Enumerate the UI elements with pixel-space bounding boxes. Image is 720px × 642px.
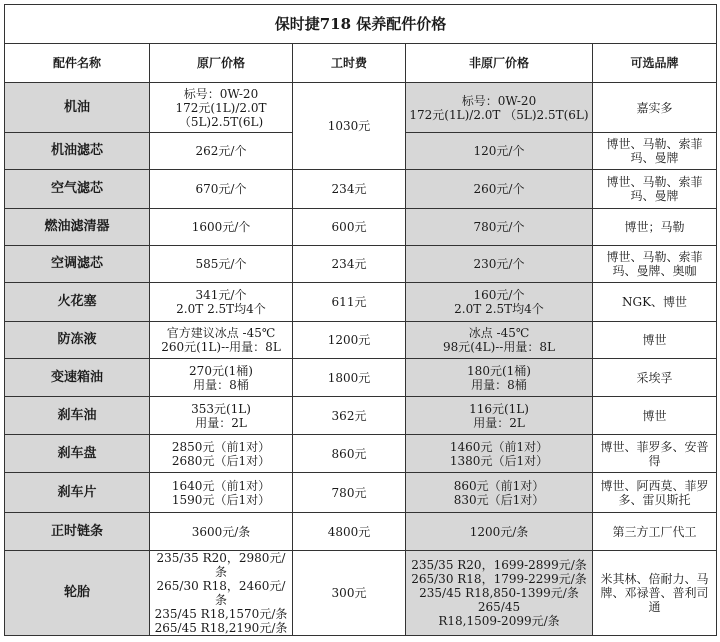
aftermarket-price-cell <box>406 322 593 359</box>
labor-fee-cell: 1800元 <box>293 359 406 397</box>
brands-cell: 米其林、倍耐力、马牌、邓禄普、普利司通 <box>593 551 717 636</box>
part-name-cell: 刹车盘 <box>5 435 150 473</box>
brands-cell: 博世 <box>593 322 717 359</box>
brands-cell: 嘉实多 <box>593 83 717 133</box>
table-row <box>5 246 717 283</box>
labor-fee-cell: 234元 <box>293 170 406 209</box>
aftermarket-price-cell-line: 860元（前1对） <box>453 478 545 493</box>
oem-price-cell-line: 262元/个 <box>195 144 247 158</box>
oem-price-cell-line: 670元/个 <box>195 182 247 196</box>
oem-price-cell <box>150 283 293 322</box>
table-row <box>5 435 717 473</box>
table-row <box>5 322 717 359</box>
oem-price-cell-line: 260元(1L)--用量：8L <box>161 340 281 354</box>
aftermarket-price-cell <box>406 170 593 209</box>
table-row <box>5 209 717 246</box>
table-row <box>5 513 717 551</box>
aftermarket-price-cell-line: 260元/个 <box>473 182 525 196</box>
aftermarket-price-cell-line: 1200元/条 <box>469 524 529 539</box>
part-name-cell: 变速箱油 <box>5 359 150 397</box>
labor-fee-cell: 1200元 <box>293 322 406 359</box>
aftermarket-price-cell-line: 235/45 R18,850-1399元/条265/45 <box>419 586 579 614</box>
oem-price-cell <box>150 473 293 513</box>
oem-price-cell <box>150 133 293 170</box>
oem-price-cell-line: 用量：8桶 <box>193 377 249 392</box>
oem-price-cell <box>150 551 293 636</box>
brands-cell: NGK、博世 <box>593 283 717 322</box>
oem-price-cell <box>150 397 293 435</box>
labor-fee-cell: 300元 <box>293 551 406 636</box>
part-name-cell: 正时链条 <box>5 513 150 551</box>
brands-cell: 第三方工厂代工 <box>593 513 717 551</box>
aftermarket-price-cell <box>406 435 593 473</box>
aftermarket-price-cell-line: 标号：0W-20 <box>461 93 537 108</box>
aftermarket-price-cell-line: 98元(4L)--用量：8L <box>443 340 555 354</box>
aftermarket-price-cell-line: 1380元（后1对） <box>449 453 549 468</box>
table-row <box>5 170 717 209</box>
oem-price-cell-line: 235/35 R20，2980元/条 <box>156 551 286 579</box>
oem-price-cell-line: 1590元（后1对） <box>171 492 271 507</box>
part-name-cell: 火花塞 <box>5 283 150 322</box>
aftermarket-price-cell-line: 160元/个 <box>473 288 525 302</box>
part-name-cell: 燃油滤清器 <box>5 209 150 246</box>
part-name-cell: 空调滤芯 <box>5 246 150 283</box>
oem-price-cell <box>150 83 293 133</box>
labor-fee-cell: 611元 <box>293 283 406 322</box>
oem-price-cell <box>150 209 293 246</box>
labor-fee-cell: 860元 <box>293 435 406 473</box>
labor-fee-cell: 234元 <box>293 246 406 283</box>
part-name-cell: 空气滤芯 <box>5 170 150 209</box>
aftermarket-price-cell <box>406 551 593 636</box>
aftermarket-price-cell-line: 116元(1L) <box>469 401 529 416</box>
oem-price-cell <box>150 322 293 359</box>
oem-price-cell <box>150 246 293 283</box>
table-row <box>5 473 717 513</box>
header-brands: 可选品牌 <box>593 44 717 83</box>
brands-cell: 采埃孚 <box>593 359 717 397</box>
oem-price-cell-line: 用量：2L <box>195 415 247 430</box>
oem-price-cell-line: 353元(1L) <box>191 401 251 416</box>
part-name-cell: 轮胎 <box>5 551 150 636</box>
aftermarket-price-cell-line: 1460元（前1对） <box>449 439 549 454</box>
aftermarket-price-cell-line: 用量：8桶 <box>471 377 527 392</box>
header-oem-price: 原厂价格 <box>150 44 293 83</box>
table-row <box>5 359 717 397</box>
aftermarket-price-cell <box>406 513 593 551</box>
oem-price-cell <box>150 435 293 473</box>
table-title: 保时捷718 保养配件价格 <box>5 5 717 44</box>
oem-price-cell <box>150 359 293 397</box>
oem-price-cell-line: 1600元/个 <box>191 220 251 234</box>
labor-fee-cell: 1030元 <box>293 83 406 170</box>
oem-price-cell-line: 标号：0W-20 <box>183 86 259 101</box>
aftermarket-price-cell-line: 2.0T 2.5T均4个 <box>454 302 544 316</box>
labor-fee-cell: 362元 <box>293 397 406 435</box>
brands-cell: 博世、马勒、索菲玛、曼牌 <box>593 170 717 209</box>
oem-price-cell <box>150 170 293 209</box>
brands-cell: 博世 <box>593 397 717 435</box>
aftermarket-price-cell-line: 265/30 R18，1799-2299元/条 <box>411 572 587 586</box>
part-name-cell: 机油 <box>5 83 150 133</box>
oem-price-cell-line: （5L)2.5T(6L) <box>178 114 264 129</box>
brands-cell: 博世、阿西莫、菲罗多、雷贝斯托 <box>593 473 717 513</box>
table-row <box>5 397 717 435</box>
oem-price-cell-line: 235/45 R18,1570元/条 <box>154 607 288 621</box>
aftermarket-price-cell <box>406 359 593 397</box>
part-name-cell: 刹车片 <box>5 473 150 513</box>
aftermarket-price-cell <box>406 209 593 246</box>
oem-price-cell-line: 官方建议冰点 -45℃ <box>166 326 276 340</box>
brands-cell: 博世；马勒 <box>593 209 717 246</box>
oem-price-cell-line: 172元(1L)/2.0T <box>175 100 267 115</box>
part-name-cell: 机油滤芯 <box>5 133 150 170</box>
oem-price-cell-line: 265/30 R18，2460元/条 <box>156 579 286 607</box>
aftermarket-price-cell-line: R18,1509-2099元/条 <box>438 614 560 628</box>
aftermarket-price-cell <box>406 283 593 322</box>
aftermarket-price-cell-line: 780元/个 <box>473 220 525 234</box>
aftermarket-price-cell-line: 180元(1桶) <box>467 363 531 378</box>
aftermarket-price-cell-line: 用量：2L <box>473 415 525 430</box>
oem-price-cell-line: 265/45 R18,2190元/条 <box>154 621 288 635</box>
part-name-cell: 防冻液 <box>5 322 150 359</box>
brands-cell: 博世、马勒、索菲玛、曼牌、奥咖 <box>593 246 717 283</box>
table-row <box>5 551 717 636</box>
labor-fee-cell: 780元 <box>293 473 406 513</box>
aftermarket-price-cell-line: 235/35 R20，1699-2899元/条 <box>411 558 587 572</box>
part-name-cell: 刹车油 <box>5 397 150 435</box>
table-row <box>5 283 717 322</box>
aftermarket-price-cell <box>406 133 593 170</box>
oem-price-cell-line: 2680元（后1对） <box>171 453 271 468</box>
oem-price-cell-line: 2.0T 2.5T均4个 <box>176 302 266 316</box>
brands-cell: 博世、马勒、索菲玛、曼牌 <box>593 133 717 170</box>
oem-price-cell-line: 2850元（前1对） <box>171 439 271 454</box>
aftermarket-price-cell-line: 120元/个 <box>473 144 525 158</box>
header-labor-fee: 工时费 <box>293 44 406 83</box>
aftermarket-price-cell-line: 172元(1L)/2.0T （5L)2.5T(6L) <box>409 107 589 122</box>
labor-fee-cell: 4800元 <box>293 513 406 551</box>
aftermarket-price-cell <box>406 83 593 133</box>
aftermarket-price-cell <box>406 397 593 435</box>
aftermarket-price-cell-line: 830元（后1对） <box>453 492 545 507</box>
oem-price-cell-line: 270元(1桶) <box>189 363 253 378</box>
header-part-name: 配件名称 <box>5 44 150 83</box>
oem-price-cell-line: 341元/个 <box>195 288 247 302</box>
maintenance-price-table <box>4 4 717 636</box>
oem-price-cell-line: 1640元（前1对） <box>171 478 271 493</box>
labor-fee-cell: 600元 <box>293 209 406 246</box>
table-row <box>5 83 717 133</box>
aftermarket-price-cell <box>406 246 593 283</box>
brands-cell: 博世、菲罗多、安普得 <box>593 435 717 473</box>
oem-price-cell-line: 3600元/条 <box>191 524 251 539</box>
header-aftermarket-price: 非原厂价格 <box>406 44 593 83</box>
oem-price-cell-line: 585元/个 <box>195 257 247 271</box>
aftermarket-price-cell-line: 冰点 -45℃ <box>468 326 530 340</box>
aftermarket-price-cell <box>406 473 593 513</box>
oem-price-cell <box>150 513 293 551</box>
aftermarket-price-cell-line: 230元/个 <box>473 257 525 271</box>
